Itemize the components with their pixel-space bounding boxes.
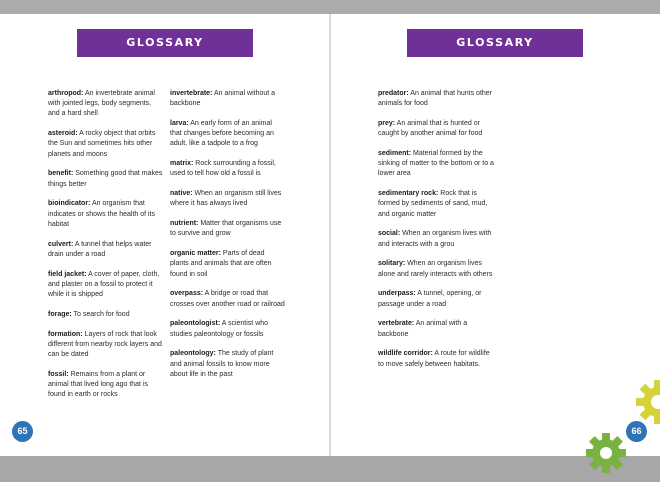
- glossary-definition: To search for food: [71, 310, 130, 318]
- glossary-definition: A route for wildlife to move safely between habitats.: [378, 350, 490, 368]
- glossary-term: overpass:: [170, 290, 204, 298]
- glossary-entry: [378, 349, 496, 369]
- glossary-definition: A scientist who studies paleontology or fossils: [170, 320, 269, 338]
- glossary-definition: A bridge or road that crosses over another road or railroad: [170, 290, 285, 308]
- glossary-definition: Remains from a plant or animal that lived long ago that is found in earth or rocks: [48, 370, 149, 399]
- glossary-term: larva:: [170, 120, 189, 127]
- glossary-term: solitary:: [378, 260, 406, 268]
- glossary-entry: [48, 310, 163, 320]
- glossary-term: invertebrate:: [170, 90, 213, 97]
- glossary-entry: [170, 159, 285, 179]
- glossary-term: predator:: [378, 90, 409, 97]
- glossary-definition: When an organism still lives where it has always lived: [170, 190, 282, 208]
- glossary-definition: An animal that is hunted or caught by another animal for food: [378, 120, 483, 138]
- glossary-entry: [48, 89, 163, 120]
- glossary-column-2: [170, 89, 285, 390]
- glossary-entry: [48, 240, 163, 260]
- bottom-frame: [0, 456, 660, 482]
- glossary-term: formation:: [48, 330, 83, 338]
- page-number-right: 66: [626, 421, 647, 442]
- glossary-entry: [170, 289, 285, 309]
- page-gutter: [329, 14, 331, 456]
- top-frame: [0, 0, 660, 14]
- green-gear-icon: [584, 431, 628, 475]
- glossary-term: culvert:: [48, 240, 74, 248]
- glossary-entry: [170, 89, 285, 109]
- glossary-term: social:: [378, 230, 401, 238]
- glossary-entry: [48, 330, 163, 361]
- glossary-term: arthropod:: [48, 90, 84, 97]
- glossary-entry: [170, 249, 285, 280]
- glossary-definition: A rocky object that orbits the Sun and sometimes hits other planets and moons: [48, 130, 156, 158]
- glossary-term: sediment:: [378, 150, 412, 157]
- glossary-entry: [378, 289, 496, 309]
- glossary-entry: [378, 189, 496, 220]
- glossary-definition: When an organism lives with and interacts with a grou: [378, 230, 492, 248]
- glossary-entry: [378, 229, 496, 249]
- glossary-term: paleontology:: [170, 350, 216, 358]
- glossary-term: prey:: [378, 120, 396, 127]
- glossary-entry: [48, 169, 163, 189]
- glossary-definition: Parts of dead plants and animals that are often found in soil: [170, 250, 272, 278]
- page-number-left: 65: [12, 421, 33, 442]
- glossary-entry: [48, 270, 163, 301]
- glossary-definition: An animal that hunts other animals for food: [378, 90, 493, 108]
- glossary-term: fossil:: [48, 370, 69, 378]
- glossary-entry: [48, 370, 163, 401]
- glossary-term: forage:: [48, 310, 72, 318]
- glossary-term: paleontologist:: [170, 320, 221, 328]
- glossary-term: underpass:: [378, 290, 416, 298]
- glossary-definition: An early form of an animal that changes before becoming an adult, like a tadpole to a frog: [170, 120, 274, 148]
- glossary-term: organic matter:: [170, 250, 221, 258]
- glossary-entry: [378, 89, 496, 109]
- glossary-title-right: GLOSSARY: [407, 29, 583, 57]
- glossary-definition: An organism that indicates or shows the health of its habitat: [48, 200, 156, 228]
- glossary-definition: Material formed by the sinking of matter to the bottom or to a lower area: [378, 150, 494, 178]
- glossary-entry: [378, 319, 496, 339]
- glossary-entry: [48, 199, 163, 230]
- glossary-entry: [170, 219, 285, 239]
- glossary-definition: A tunnel that helps water drain under a road: [48, 240, 152, 258]
- glossary-definition: An invertebrate animal with jointed legs, body segments, and a hard shell: [48, 90, 155, 118]
- glossary-definition: When an organism lives alone and rarely interacts with others: [378, 260, 493, 278]
- glossary-definition: An animal without a backbone: [170, 90, 276, 108]
- glossary-definition: Something good that makes things better: [48, 170, 163, 188]
- glossary-definition: Rock surrounding a fossil, used to tell how old a fossil is: [170, 160, 276, 178]
- glossary-definition: A cover of paper, cloth, and plaster on a fossil to protect it while it is shipped: [48, 270, 160, 299]
- glossary-term: native:: [170, 190, 193, 198]
- glossary-entry: [170, 119, 285, 150]
- glossary-term: wildlife corridor:: [378, 350, 433, 358]
- glossary-definition: Layers of rock that look different from nearby rock layers and can be dated: [48, 330, 162, 359]
- glossary-entry: [48, 129, 163, 160]
- glossary-term: benefit:: [48, 170, 74, 178]
- glossary-definition: Rock that is formed by sediments of sand, mud, and organic matter: [378, 190, 488, 218]
- glossary-definition: A tunnel, opening, or passage under a road: [378, 290, 482, 308]
- glossary-entry: [170, 319, 285, 339]
- glossary-column-3: [378, 89, 496, 379]
- glossary-term: sedimentary rock:: [378, 190, 439, 198]
- glossary-definition: The study of plant and animal fossils to know more about life in the past: [170, 350, 274, 378]
- glossary-entry: [378, 119, 496, 139]
- glossary-term: field jacket:: [48, 270, 87, 278]
- yellow-gear-icon: [634, 378, 660, 426]
- glossary-term: asteroid:: [48, 130, 78, 138]
- glossary-column-1: [48, 89, 163, 410]
- glossary-title-left: GLOSSARY: [77, 29, 253, 57]
- glossary-definition: An animal with a backbone: [378, 320, 468, 338]
- glossary-definition: Matter that organisms use to survive and grow: [170, 220, 282, 238]
- glossary-term: nutrient:: [170, 220, 199, 228]
- glossary-entry: [378, 149, 496, 180]
- glossary-entry: [378, 259, 496, 279]
- glossary-entry: [170, 349, 285, 380]
- glossary-term: bioindicator:: [48, 200, 91, 208]
- glossary-term: matrix:: [170, 160, 194, 168]
- glossary-entry: [170, 189, 285, 209]
- glossary-term: vertebrate:: [378, 320, 415, 328]
